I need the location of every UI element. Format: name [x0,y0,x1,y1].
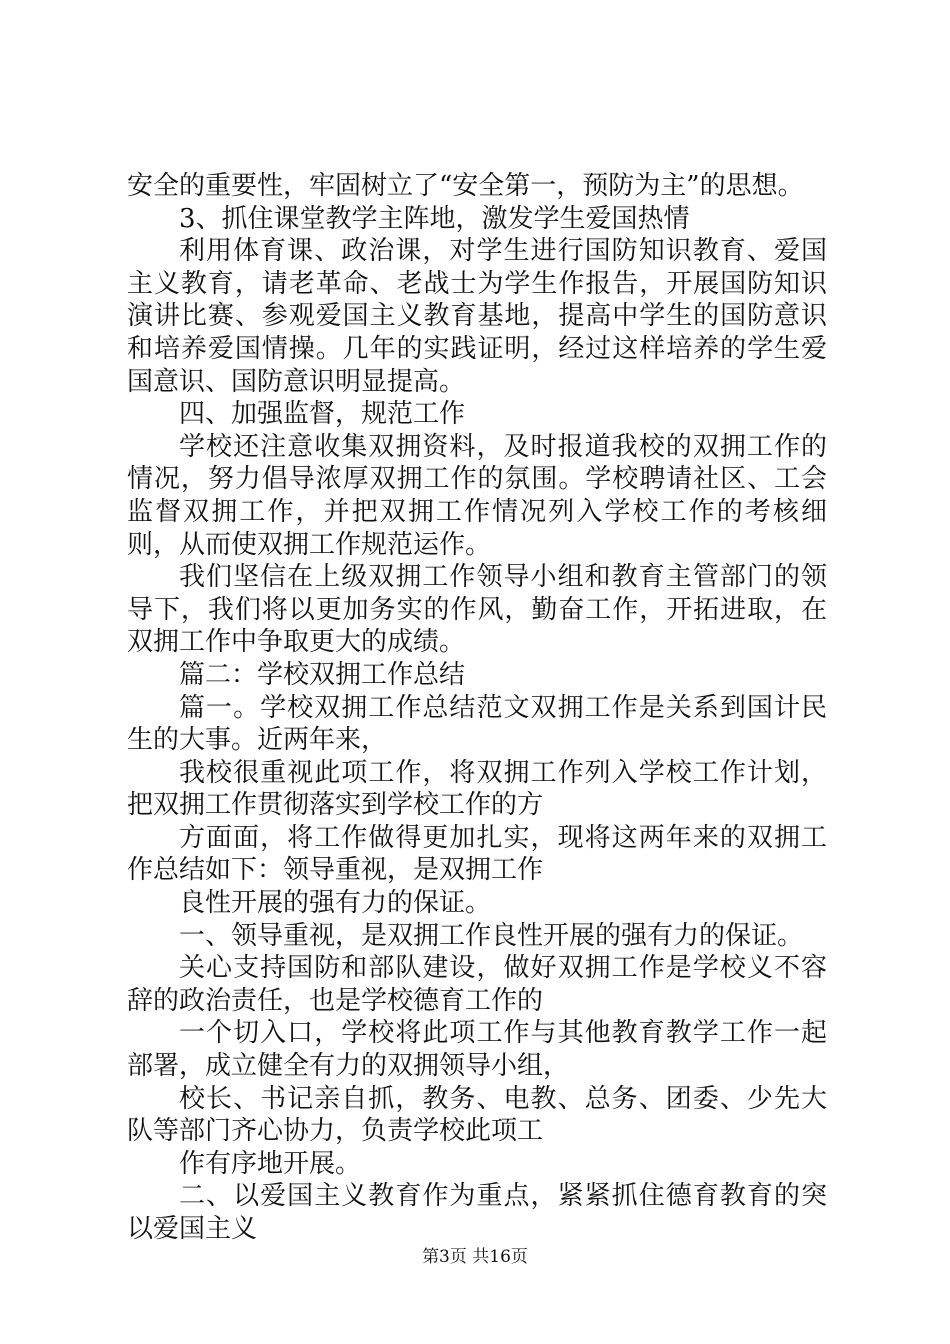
paragraph: 关心支持国防和部队建设，做好双拥工作是学校义不容辞的政治责任，也是学校德育工作的 [127,953,827,1016]
paragraph: 安全的重要性，牢固树立了“安全第一，预防为主”的思想。 [127,171,804,201]
paragraph: 我校很重视此项工作，将双拥工作列入学校工作计划，把双拥工作贯彻落实到学校工作的方 [127,757,827,821]
paragraph: 四、加强监督，规范工作 [179,399,466,430]
paragraph: 学校还注意收集双拥资料，及时报道我校的双拥工作的情况，努力倡导浓厚双拥工作的氛围。学校聘请社区、工会监督双拥工作，并把双拥工作情况列入学校工作的考核细则，从而使双拥工作规范运作。 [127,431,827,560]
paragraph: 二、以爱国主义教育作为重点，紧紧抓住德育教育的突以爱国主义 [127,1181,827,1244]
page-footer [0,1247,950,1267]
paragraph: 3、抓住课堂教学主阵地，激发学生爱国热情 [179,203,690,234]
paragraph: 一、领导重视，是双拥工作良性开展的强有力的保证。 [179,920,804,951]
paragraph: 一个切入口，学校将此项工作与其他教育教学工作一起部署，成立健全有力的双拥领导小组， [127,1018,827,1082]
paragraph: 我们坚信在上级双拥工作领导小组和教育主管部门的领导下，我们将以更加务实的作风，勤奋工作，开拓进取，在双拥工作中争取更大的成绩。 [127,562,827,658]
paragraph: 利用体育课、政治课，对学生进行国防知识教育、爱国主义教育，请老革命、老战士为学生作报告，开展国防知识演讲比赛、参观爱国主义教育基地，提高中学生的国防意识和培养爱国情操。几年的实践证明，经过这样培养的学生爱国意识、国防意识明显提高。 [127,236,827,397]
paragraph: 良性开展的强有力的保证。 [179,888,492,919]
document-body [127,170,827,1246]
page-number-label: 第3页 共16页 [422,1247,528,1267]
paragraph: 校长、书记亲自抓，教务、电教、总务、团委、少先大队等部门齐心协力，负责学校此项工 [127,1083,827,1147]
paragraph: 篇二：学校双拥工作总结 [179,659,466,690]
paragraph: 方面面，将工作做得更加扎实，现将这两年来的双拥工作总结如下：领导重视，是双拥工作 [127,822,827,886]
paragraph: 篇一。学校双拥工作总结范文双拥工作是关系到国计民生的大事。近两年来， [127,692,827,756]
paragraph: 作有序地开展。 [179,1148,362,1179]
